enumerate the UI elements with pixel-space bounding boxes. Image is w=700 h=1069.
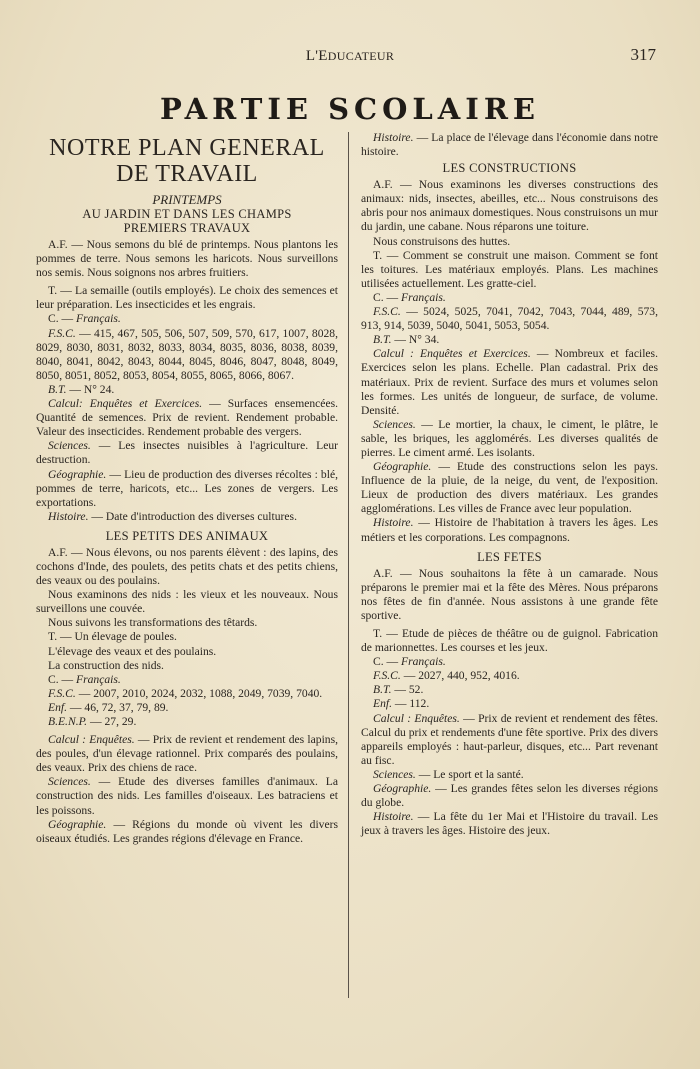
paragraph-benp	[36, 715, 338, 729]
bt-label: B.T.	[373, 683, 392, 697]
enf-label: Enf.	[373, 697, 392, 711]
paragraph-c	[36, 312, 338, 326]
paragraph-fsc	[361, 669, 658, 683]
benp-label: B.E.N.P.	[48, 715, 88, 728]
c-value: Français.	[401, 655, 446, 669]
fsc-value: — 5024, 5025, 7041, 7042, 7043, 7044, 489, 573, 913, 914, 5039, 5040, 5041, 5053, 5054.	[361, 305, 658, 333]
paragraph-calcul	[361, 712, 658, 768]
paragraph-enf	[361, 697, 658, 711]
calcul-value: — Prix de revient et rendement des fêtes. Calcul du prix et rendements d'une fête sportive. Prix des divers appareils employés : haut-parleur, disques, etc... Part revenant au fisc.	[361, 711, 659, 767]
c-value: Français.	[401, 290, 446, 304]
paragraph-af-continued: Nous construisons des huttes.	[373, 234, 511, 248]
running-head	[0, 45, 700, 68]
calcul-label: Calcul : Enquêtes.	[373, 711, 460, 725]
subheading-petits-animaux: LES PETITS DES ANIMAUX	[105, 528, 269, 543]
paragraph-calcul	[36, 733, 338, 775]
season-heading: PRINTEMPS	[152, 192, 222, 207]
sciences-label: Sciences.	[48, 775, 91, 789]
paragraph-t-continued: L'élevage des veaux et des poulains.	[48, 644, 217, 658]
bt-value: — N° 24.	[69, 382, 115, 396]
histoire-label: Histoire.	[373, 516, 414, 530]
histoire-label: Histoire.	[48, 509, 89, 523]
paragraph-sciences	[36, 439, 338, 467]
c-label: C. —	[373, 290, 399, 304]
paragraph-sciences	[361, 418, 658, 460]
paragraph-c	[361, 655, 658, 669]
left-column	[36, 131, 338, 846]
histoire-label: Histoire.	[373, 810, 414, 824]
calcul-value: — Nombreux et faciles. Exercices selon les plans. Echelle. Plan cadastral. Prix des matériaux. Prix de revient. Surface des murs et volumes selon les formes. Les unités de longueur, de surface, de volume. Densité.	[361, 347, 658, 417]
paragraph-fsc	[36, 327, 338, 383]
paragraph-t: T. — Etude de pièces de théâtre ou de guignol. Fabrication de marionnettes. Les courses et les jeux.	[361, 627, 658, 655]
geographie-label: Géographie.	[373, 782, 432, 796]
paragraph-af-continued: Nous suivons les transformations des têtards.	[48, 616, 258, 630]
page-number: 317	[630, 45, 656, 64]
paragraph-histoire	[361, 131, 658, 159]
c-value: Français.	[76, 312, 121, 326]
fsc-label: F.S.C.	[373, 305, 401, 319]
histoire-value: — Histoire de l'habitation à travers les âges. Les métiers et les corporations. Les compagnons.	[361, 516, 658, 544]
geographie-value: — Etude des constructions selon les pays. Influence de la pluie, de la neige, du vent, de l'exposition. Lieux de production des divers matériaux. Les grandes agglomérations. Les villes de France avec leur population.	[361, 460, 658, 516]
journal-name-rest: DUCATEUR	[327, 49, 395, 63]
paragraph-geographie	[36, 818, 338, 846]
paragraph-fsc	[361, 305, 658, 333]
subheading-fetes: LES FETES	[477, 549, 542, 564]
histoire-value: — La fête du 1er Mai et l'Histoire du travail. Les jeux à travers les âges. Histoire des jeux.	[361, 810, 658, 838]
sciences-label: Sciences.	[373, 417, 416, 431]
journal-name-initial: L'E	[305, 48, 328, 64]
paragraph-calcul	[36, 397, 338, 439]
journal-name	[0, 48, 700, 65]
geographie-label: Géographie.	[48, 467, 107, 481]
sciences-value: — Le sport et la santé.	[418, 767, 524, 781]
bt-label: B.T.	[48, 382, 67, 396]
bt-value: — N° 34.	[394, 333, 440, 347]
paragraph-c	[361, 291, 658, 305]
calcul-value: — Prix de revient et rendement des lapins, des poules, d'un élevage rationnel. Prix comparés des poulains, des veaux. Prix des chiens de race.	[36, 733, 338, 775]
section-title: PARTIE SCOLAIRE	[159, 92, 541, 126]
paragraph-bt	[361, 333, 658, 347]
calcul-label: Calcul : Enquêtes et Exercices.	[373, 347, 531, 361]
paragraph-calcul	[361, 347, 658, 417]
histoire-value: — Date d'introduction des diverses cultures.	[91, 509, 297, 523]
fsc-label: F.S.C.	[373, 669, 401, 683]
paragraph-af: A.F. — Nous souhaitons la fête à un camarade. Nous préparons le premier mai et la fête des Mères. Nous préparons nos fêtes de fin d'année. Nous assistons à une grande fête sportive.	[361, 566, 658, 622]
sciences-value: — Etude des diverses familles d'animaux. La construction des nids. Les familles d'oiseaux. Les batraciens et les poissons.	[36, 775, 338, 817]
geographie-value: — Lieu de production des diverses récoltes : blé, pommes de terre, haricots, etc... Les zones de vergers. Les exportations.	[36, 467, 338, 509]
paragraph-histoire	[361, 516, 658, 544]
paragraph-geographie	[361, 782, 658, 810]
paragraph-af: A.F. — Nous semons du blé de printemps. Nous plantons les pommes de terre. Nous semons les haricots. Nous surveillons nos semis. Nous soignons nos arbres fruitiers.	[36, 238, 338, 280]
geographie-value: — Régions du monde où vivent les divers oiseaux étudiés. Les grandes régions d'élevage en France.	[36, 817, 338, 845]
subheading-jardin: AU JARDIN ET DANS LES CHAMPS	[82, 207, 292, 221]
paragraph-t: T. — Comment se construit une maison. Comment se font les toitures. Les matériaux employés. Plans. Les machines utilisées actuellement. Les gratte-ciel.	[361, 248, 658, 290]
main-title-line-2: DE TRAVAIL	[116, 161, 258, 187]
paragraph-af: A.F. — Nous examinons les diverses constructions des animaux: nids, insectes, abeilles, etc... Nous construisons des abris pour nos animaux domestiques. Nous construisons un mur du jardin, une cabane. Nous réparons une toiture.	[361, 178, 658, 234]
paragraph-t: T. — La semaille (outils employés). Le choix des semences et leur préparation. Les insecticides et les engrais.	[36, 284, 338, 312]
paragraph-sciences	[36, 775, 338, 817]
benp-value: — 27, 29.	[89, 715, 137, 728]
sciences-label: Sciences.	[48, 439, 91, 453]
enf-value: — 46, 72, 37, 79, 89.	[69, 700, 169, 714]
fsc-label: F.S.C.	[48, 326, 76, 340]
c-value: Français.	[76, 672, 121, 686]
c-label: C. —	[48, 312, 74, 326]
paragraph-histoire	[36, 510, 338, 524]
sciences-value: — Les insectes nuisibles à l'agriculture. Leur destruction.	[36, 439, 338, 467]
paragraph-t-continued: La construction des nids.	[48, 658, 164, 672]
paragraph-bt	[361, 683, 658, 697]
paragraph-fsc	[36, 687, 338, 701]
subheading-constructions: LES CONSTRUCTIONS	[442, 161, 577, 176]
paragraph-c	[36, 673, 338, 687]
c-label: C. —	[373, 655, 399, 669]
fsc-label: F.S.C.	[48, 686, 76, 700]
column-divider	[348, 132, 349, 998]
paragraph-geographie	[36, 468, 338, 510]
paragraph-geographie	[361, 460, 658, 516]
paragraph-af-continued: Nous examinons des nids : les vieux et les nouveaux. Nous surveillons une couvée.	[36, 588, 338, 616]
paragraph-bt	[36, 383, 338, 397]
geographie-label: Géographie.	[48, 817, 107, 831]
paragraph-sciences	[361, 768, 658, 782]
calcul-label: Calcul : Enquêtes.	[48, 733, 135, 747]
fsc-value: — 2007, 2010, 2024, 2032, 1088, 2049, 7039, 7040.	[78, 686, 323, 700]
bt-value: — 52.	[394, 683, 424, 697]
paragraph-enf	[36, 701, 338, 715]
sciences-value: — Le mortier, la chaux, le ciment, le plâtre, le sable, les briques, les agglomérés. Les diverses qualités de pierres. Le ciment armé. Les isolants.	[361, 417, 658, 459]
main-title	[36, 135, 338, 187]
subheading-premiers-travaux: PREMIERS TRAVAUX	[123, 221, 251, 235]
geographie-value: — Les grandes fêtes selon les diverses régions du globe.	[361, 782, 658, 810]
sciences-label: Sciences.	[373, 767, 416, 781]
histoire-label: Histoire.	[373, 131, 414, 144]
calcul-value: — Surfaces ensemencées. Quantité de semences. Prix de revient. Rendement probable. Valeur des insecticides. Rendement probable des vergers.	[36, 397, 338, 439]
main-title-line-1: NOTRE PLAN GENERAL	[49, 135, 325, 161]
fsc-value: — 415, 467, 505, 506, 507, 509, 570, 617, 1007, 8028, 8029, 8030, 8031, 8032, 8033, 8034, 8035, 8036, 8038, 8039, 8040, 8041, 8042, 8043, 8044, 8045, 8046, 8047, 8048, 8049, 8050, 8051, 8052, 8053, 8054, 8055, 8065, 8066, 8067.	[36, 326, 339, 382]
fsc-value: — 2027, 440, 952, 4016.	[403, 669, 520, 683]
enf-value: — 112.	[394, 697, 430, 711]
paragraph-af: A.F. — Nous élevons, ou nos parents élèvent : des lapins, des cochons d'Inde, des poulets, des petits chats et des petits chiens, des veaux ou des poulains.	[36, 545, 338, 588]
enf-label: Enf.	[48, 700, 67, 714]
c-label: C. —	[48, 672, 74, 686]
paragraph-histoire	[361, 810, 658, 838]
paragraph-t: T. — Un élevage de poules.	[48, 630, 177, 644]
histoire-value: — La place de l'élevage dans l'économie dans notre histoire.	[361, 131, 658, 159]
calcul-label: Calcul: Enquêtes et Exercices.	[48, 397, 203, 411]
right-column	[361, 131, 658, 838]
geographie-label: Géographie.	[373, 460, 432, 474]
bt-label: B.T.	[373, 333, 392, 347]
